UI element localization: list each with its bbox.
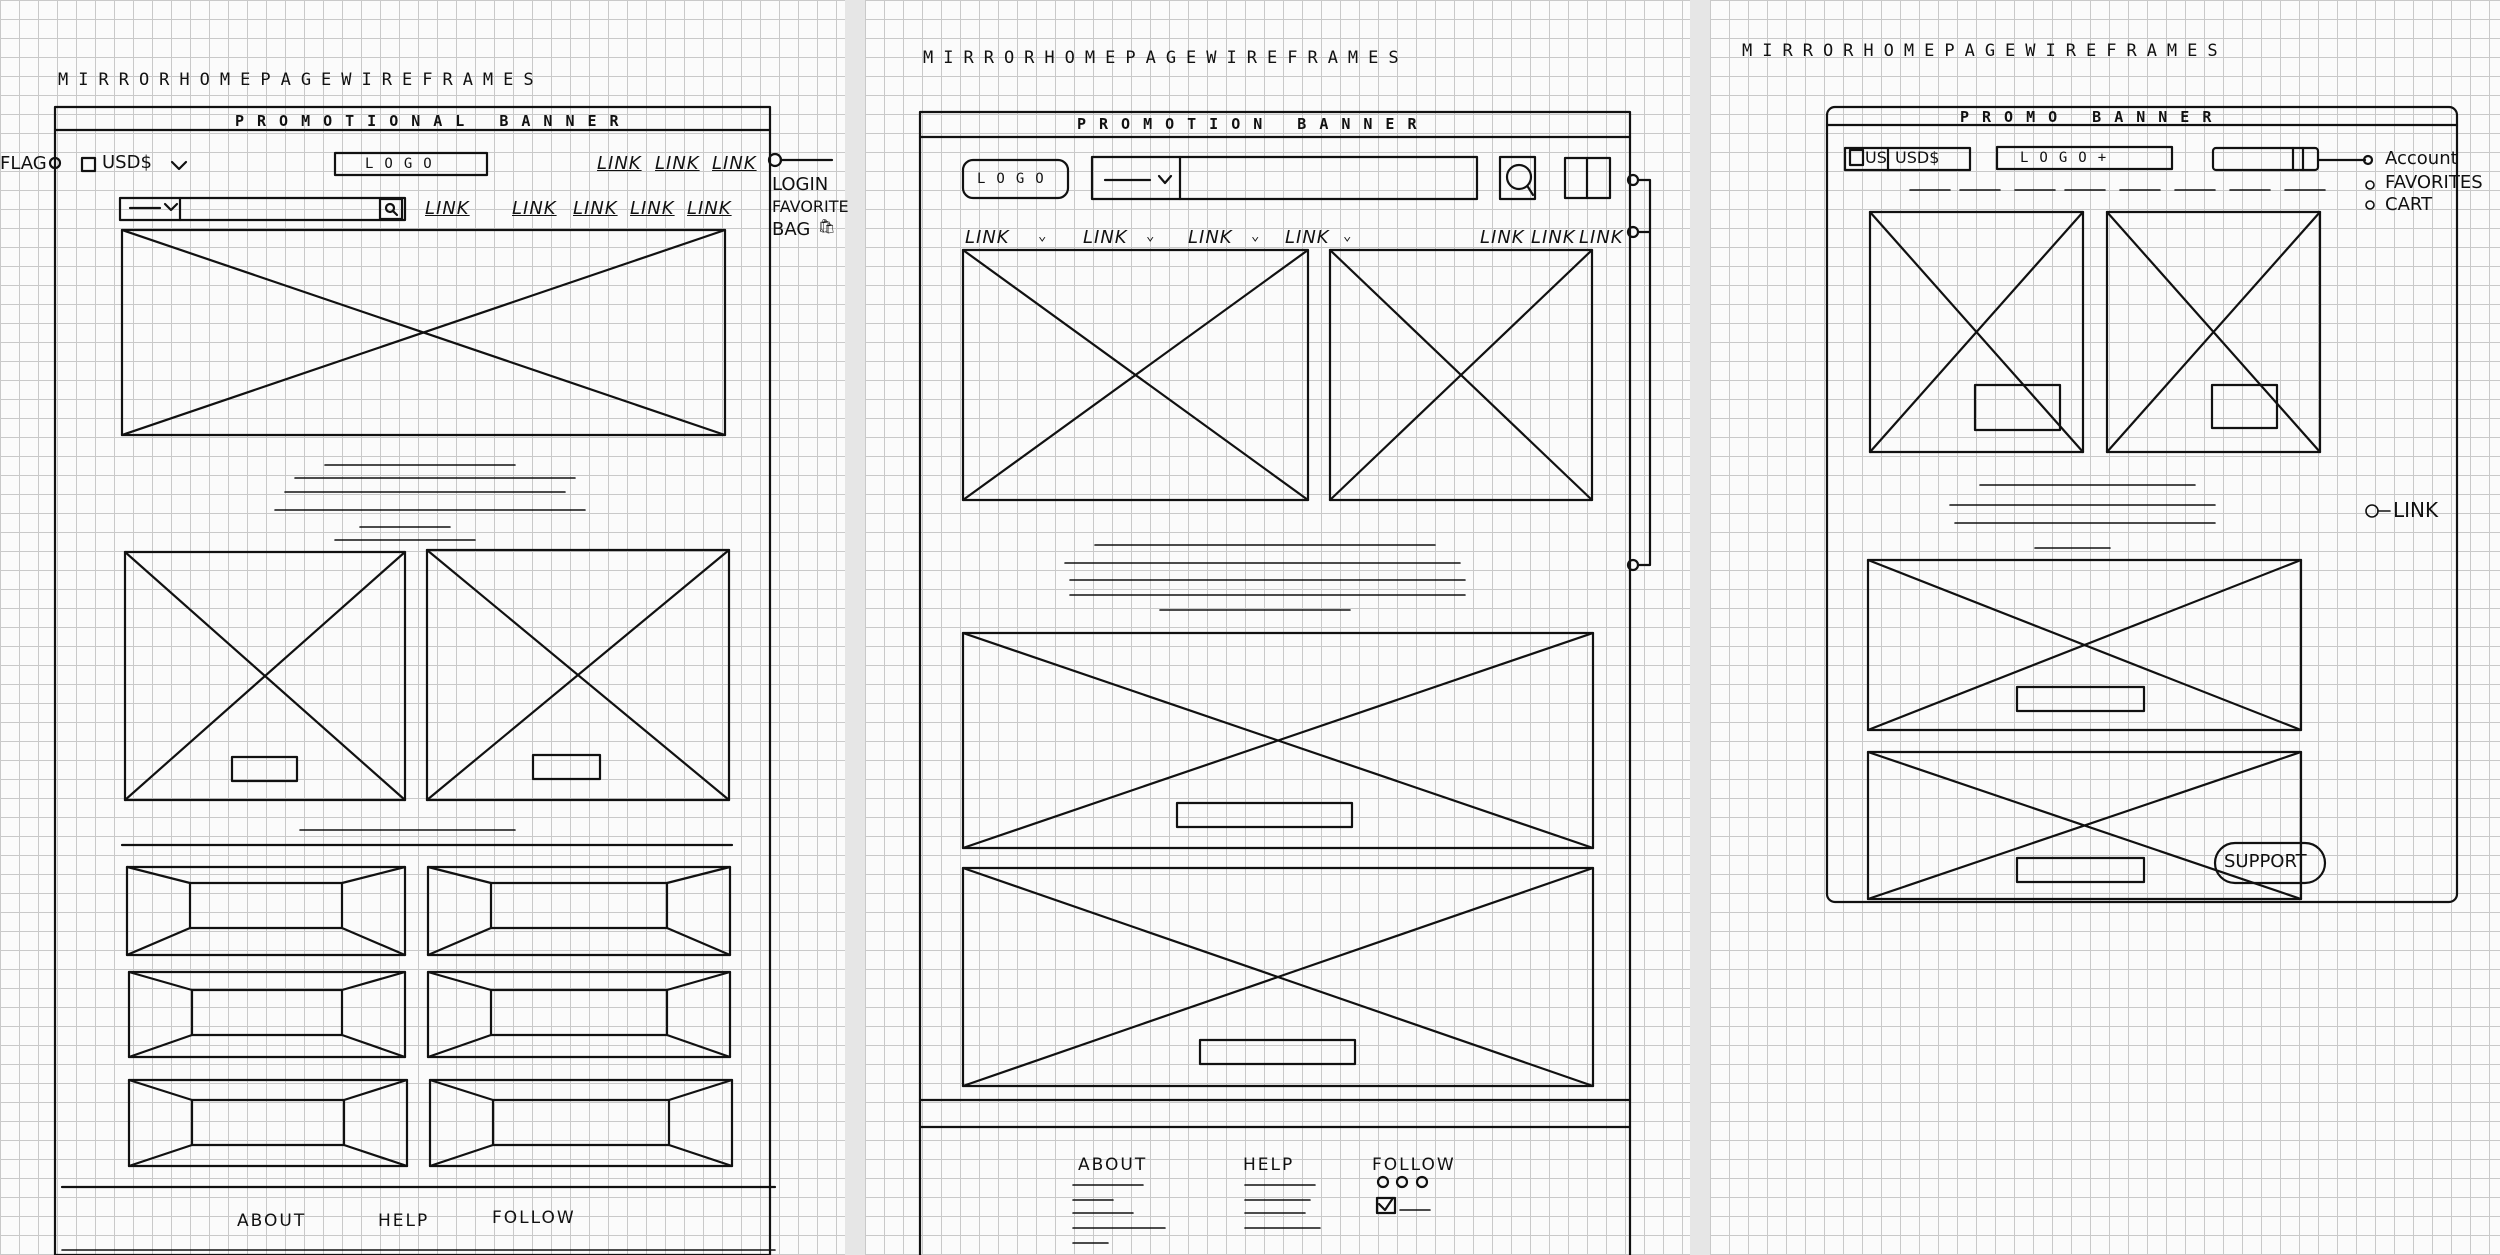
text-lines	[1065, 545, 1465, 610]
search-bar	[1092, 157, 1477, 199]
promotion-banner[interactable]: PROMOTION BANNER	[1077, 115, 1430, 133]
page-frame	[55, 107, 770, 1255]
top-link-2[interactable]: LINK	[655, 153, 700, 174]
currency-selector[interactable]: USD$	[1895, 148, 1940, 167]
nav-link-1[interactable]: LINK	[425, 198, 470, 219]
footer-help[interactable]: HELP	[378, 1211, 430, 1231]
wireframe-3-drawing	[1710, 0, 2500, 1255]
promo-banner[interactable]: PROMO BANNER	[1960, 108, 2225, 126]
feature-left-button	[232, 757, 297, 781]
banner-image-2	[1868, 752, 2301, 899]
currency-chevron-icon	[172, 162, 186, 169]
hero-image-right	[1330, 250, 1592, 500]
sheet-title: MIRRORHOMEPAGEWIREFRAMES	[58, 70, 544, 90]
social-icon-3	[1417, 1177, 1427, 1187]
wireframe-sheet-2	[865, 0, 1690, 1255]
chevron-down-icon[interactable]: ⌄	[1343, 228, 1352, 244]
menu-link-4[interactable]: LINK	[1285, 227, 1330, 248]
menu-link-3[interactable]: LINK	[1188, 227, 1233, 248]
search-icon	[1507, 165, 1531, 189]
cart-marker	[2366, 201, 2374, 209]
bag-icon[interactable]: 🛍	[818, 219, 836, 235]
logo[interactable]: LOGO	[365, 156, 443, 172]
chevron-down-icon[interactable]: ⌄	[1251, 228, 1260, 244]
footer-follow[interactable]: FOLLOW	[1372, 1155, 1456, 1175]
menu-link-1[interactable]: LINK	[965, 227, 1010, 248]
bag-link[interactable]: BAG	[772, 219, 811, 240]
hero-left-button	[1975, 385, 2060, 430]
banner-image-1	[963, 633, 1593, 848]
footer-about[interactable]: ABOUT	[237, 1211, 307, 1231]
sheet-title: MIRRORHOMEPAGEWIREFRAMES	[1742, 41, 2228, 61]
wireframe-2-drawing	[865, 0, 1690, 1255]
nav-link-2[interactable]: LINK	[512, 198, 557, 219]
currency-selector[interactable]: USD$	[102, 152, 152, 173]
currency-checkbox	[82, 158, 95, 171]
social-icon-2	[1397, 1177, 1407, 1187]
footer-about[interactable]: ABOUT	[1078, 1155, 1148, 1175]
logo[interactable]: LOGO+	[2020, 150, 2118, 166]
flag-label: FLAG	[0, 153, 47, 174]
hero-image-left	[1870, 212, 2083, 452]
logo[interactable]: LOGO	[977, 171, 1055, 187]
right-link-2[interactable]: LINK	[1531, 227, 1576, 248]
wireframe-sheet-1	[0, 0, 849, 1255]
currency-checkbox	[1850, 150, 1863, 165]
search-button	[1500, 157, 1535, 199]
search-chevron-icon	[165, 204, 177, 210]
nav-link-3[interactable]: LINK	[573, 198, 618, 219]
search-icon-box	[380, 199, 402, 219]
support-button[interactable]: SUPPORT	[2224, 851, 2307, 872]
chevron-down-icon[interactable]: ⌄	[1038, 228, 1047, 244]
hero-image-left	[963, 250, 1308, 500]
banner-1-button	[2017, 687, 2144, 711]
footer-help[interactable]: HELP	[1243, 1155, 1295, 1175]
search-chevron-icon	[1159, 176, 1171, 183]
social-icon-1	[1378, 1177, 1388, 1187]
footer-about-lines	[1073, 1185, 1165, 1243]
wireframe-sheet-3	[1710, 0, 2500, 1255]
currency-prefix[interactable]: US	[1865, 148, 1887, 167]
promotional-banner[interactable]: PROMOTIONAL BANNER	[235, 112, 632, 130]
hero-text-lines	[275, 465, 585, 540]
feature-image-right	[427, 550, 729, 800]
banner-image-1	[1868, 560, 2301, 730]
sheet-title: MIRRORHOMEPAGEWIREFRAMES	[923, 48, 1409, 68]
account-link[interactable]: Account	[2385, 148, 2458, 169]
text-lines	[1950, 485, 2215, 548]
feature-right-button	[533, 755, 600, 779]
right-link-3[interactable]: LINK	[1579, 227, 1624, 248]
banner-1-button	[1177, 803, 1352, 827]
favorites-link[interactable]: FAVORITES	[2385, 172, 2483, 193]
footer-help-lines	[1245, 1185, 1320, 1228]
right-link-1[interactable]: LINK	[1480, 227, 1525, 248]
favorites-marker	[2366, 181, 2374, 189]
nav-link-5[interactable]: LINK	[687, 198, 732, 219]
search-bar	[120, 198, 405, 220]
favorite-link[interactable]: FAVORITE	[772, 197, 849, 216]
nav-link-4[interactable]: LINK	[630, 198, 675, 219]
top-link-3[interactable]: LINK	[712, 153, 757, 174]
cart-link[interactable]: CART	[2385, 194, 2433, 215]
right-bracket	[1638, 180, 1650, 565]
hero-image-right	[2107, 212, 2320, 452]
hero-image-placeholder	[122, 230, 725, 435]
page-frame	[920, 112, 1630, 1255]
banner-image-2	[963, 868, 1593, 1086]
banner-2-button	[1200, 1040, 1355, 1064]
login-link[interactable]: LOGIN	[772, 174, 829, 195]
feature-image-left	[125, 552, 405, 800]
top-link-1[interactable]: LINK	[597, 153, 642, 174]
wireframe-1-drawing	[0, 0, 845, 1255]
product-grid	[127, 867, 732, 1166]
menu-link-2[interactable]: LINK	[1083, 227, 1128, 248]
footer-follow[interactable]: FOLLOW	[492, 1208, 576, 1228]
side-link[interactable]: LINK	[2393, 498, 2439, 522]
banner-2-button	[2017, 858, 2144, 882]
side-link-marker	[2366, 505, 2378, 517]
chevron-down-icon[interactable]: ⌄	[1146, 228, 1155, 244]
